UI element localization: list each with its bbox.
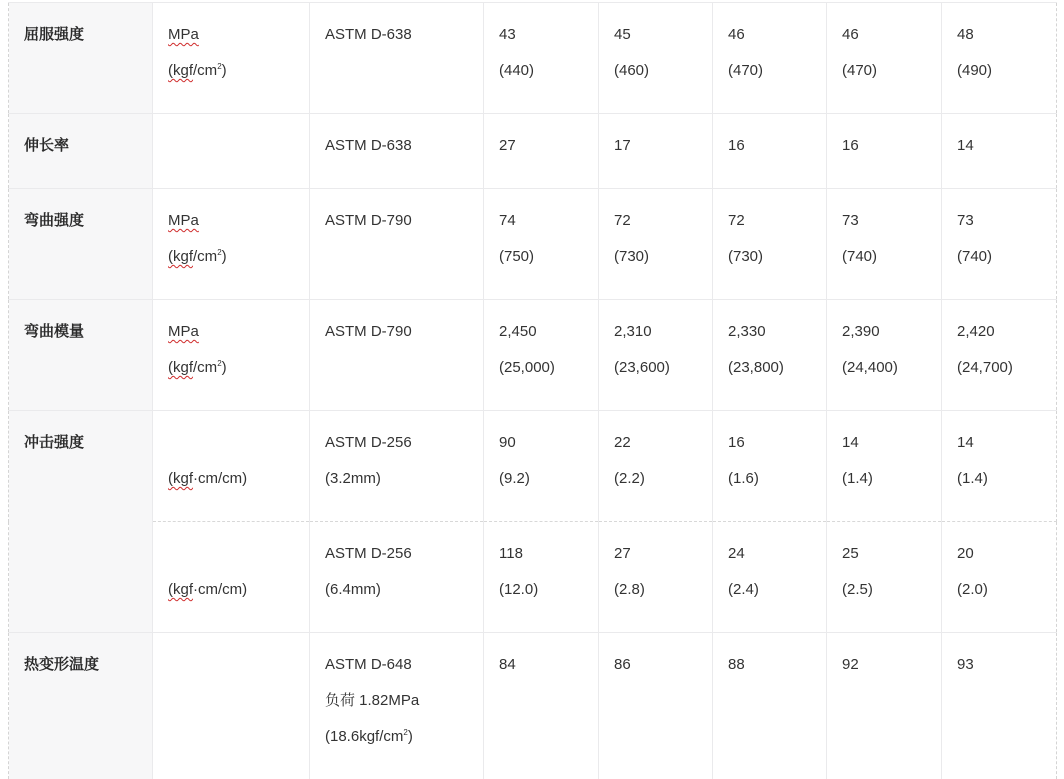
text-segment: (490) bbox=[957, 62, 993, 79]
cell-line bbox=[728, 17, 814, 53]
text-segment: 72 bbox=[728, 212, 745, 229]
text-segment: 22 bbox=[614, 434, 631, 451]
value-cell bbox=[599, 300, 713, 411]
cell-line bbox=[325, 683, 471, 719]
cell-line bbox=[957, 314, 1044, 350]
text-segment: (6.4mm) bbox=[325, 581, 381, 598]
superscript: 2 bbox=[403, 728, 408, 737]
cell-line bbox=[499, 128, 586, 164]
property-cell bbox=[9, 411, 153, 633]
cell-line bbox=[614, 536, 700, 572]
cell-line bbox=[957, 425, 1044, 461]
cell-line bbox=[728, 53, 814, 89]
text-segment: /cm bbox=[193, 248, 218, 265]
text-segment: 20 bbox=[957, 545, 974, 562]
text-segment: (3.2mm) bbox=[325, 470, 381, 487]
text-segment: 17 bbox=[614, 137, 631, 154]
text-segment: 屈服强度 bbox=[24, 26, 85, 43]
text-segment: 46 bbox=[728, 26, 745, 43]
text-segment: 伸长率 bbox=[24, 137, 70, 154]
cell-line bbox=[499, 572, 586, 608]
value-cell bbox=[827, 114, 942, 189]
text-segment: (1.4) bbox=[842, 470, 873, 487]
text-segment: ASTM D-256 bbox=[325, 434, 412, 451]
test-method-cell bbox=[310, 3, 484, 114]
text-segment: 24 bbox=[728, 545, 745, 562]
text-segment: (23,600) bbox=[614, 359, 670, 376]
test-method-cell bbox=[310, 633, 484, 779]
text-segment: 16 bbox=[842, 137, 859, 154]
cell-line bbox=[24, 128, 140, 164]
value-cell bbox=[484, 114, 599, 189]
text-segment: 86 bbox=[614, 656, 631, 673]
cell-line bbox=[499, 461, 586, 497]
value-cell bbox=[827, 300, 942, 411]
text-segment: 弯曲模量 bbox=[24, 323, 85, 340]
text-segment: /cm bbox=[193, 359, 218, 376]
cell-line bbox=[499, 536, 586, 572]
text-segment: 弯曲强度 bbox=[24, 212, 85, 229]
cell-line bbox=[24, 647, 140, 683]
cell-line bbox=[842, 239, 929, 275]
text-segment: 74 bbox=[499, 212, 516, 229]
cell-line bbox=[728, 536, 814, 572]
spellcheck-underlined-text: (kgf bbox=[168, 470, 194, 487]
cell-line bbox=[325, 719, 471, 755]
cell-line bbox=[499, 350, 586, 386]
cell-line bbox=[728, 239, 814, 275]
value-cell bbox=[827, 411, 942, 522]
text-segment: ) bbox=[221, 359, 227, 376]
cell-line bbox=[325, 314, 471, 350]
property-cell bbox=[9, 633, 153, 779]
text-segment: ASTM D-790 bbox=[325, 323, 412, 340]
value-cell bbox=[827, 3, 942, 114]
text-segment: (460) bbox=[614, 62, 650, 79]
value-cell bbox=[942, 633, 1057, 779]
value-cell bbox=[942, 114, 1057, 189]
text-segment: 25 bbox=[842, 545, 859, 562]
text-segment: ) bbox=[221, 62, 227, 79]
text-segment: (23,800) bbox=[728, 359, 784, 376]
cell-line bbox=[24, 314, 140, 350]
unit-cell bbox=[153, 300, 310, 411]
text-segment: ASTM D-638 bbox=[325, 26, 412, 43]
text-segment: ·cm/cm) bbox=[193, 470, 248, 487]
cell-line bbox=[842, 461, 929, 497]
superscript: 2 bbox=[217, 62, 222, 71]
cell-line bbox=[614, 314, 700, 350]
cell-line bbox=[168, 647, 297, 683]
unit-cell bbox=[153, 633, 310, 779]
cell-line bbox=[325, 128, 471, 164]
text-segment: ASTM D-638 bbox=[325, 137, 412, 154]
text-segment: 27 bbox=[614, 545, 631, 562]
text-segment: (25,000) bbox=[499, 359, 555, 376]
cell-line bbox=[957, 17, 1044, 53]
value-cell bbox=[599, 189, 713, 300]
cell-line bbox=[168, 239, 297, 275]
value-cell bbox=[484, 411, 599, 522]
cell-line bbox=[325, 203, 471, 239]
table-row bbox=[9, 411, 1057, 522]
text-segment: 48 bbox=[957, 26, 974, 43]
cell-line bbox=[957, 239, 1044, 275]
cell-line bbox=[24, 425, 140, 461]
cell-line bbox=[957, 572, 1044, 608]
cell-line bbox=[168, 203, 297, 239]
unit-cell bbox=[153, 522, 310, 633]
spellcheck-underlined-text: (kgf bbox=[168, 62, 194, 79]
table-row bbox=[9, 3, 1057, 114]
text-segment: (740) bbox=[842, 248, 878, 265]
unit-cell bbox=[153, 411, 310, 522]
text-segment: (470) bbox=[842, 62, 878, 79]
value-cell bbox=[599, 411, 713, 522]
cell-line bbox=[728, 314, 814, 350]
value-cell bbox=[484, 189, 599, 300]
value-cell bbox=[827, 189, 942, 300]
text-segment: 2,420 bbox=[957, 323, 995, 340]
spellcheck-underlined-text: MPa bbox=[168, 26, 199, 43]
spellcheck-underlined-text: (kgf bbox=[168, 581, 194, 598]
value-cell bbox=[599, 633, 713, 779]
cell-line bbox=[728, 647, 814, 683]
value-cell bbox=[942, 189, 1057, 300]
text-segment: 14 bbox=[957, 434, 974, 451]
spellcheck-underlined-text: (kgf bbox=[168, 359, 194, 376]
cell-line bbox=[728, 128, 814, 164]
unit-cell bbox=[153, 189, 310, 300]
cell-line bbox=[728, 461, 814, 497]
cell-line bbox=[499, 53, 586, 89]
text-segment: 88 bbox=[728, 656, 745, 673]
cell-line bbox=[325, 17, 471, 53]
text-segment: 负荷 1.82MPa bbox=[325, 692, 420, 709]
text-segment: ) bbox=[407, 728, 413, 745]
value-cell bbox=[484, 3, 599, 114]
text-segment: 46 bbox=[842, 26, 859, 43]
cell-line bbox=[728, 350, 814, 386]
cell-line bbox=[842, 572, 929, 608]
text-segment: ) bbox=[221, 248, 227, 265]
table-row bbox=[9, 189, 1057, 300]
text-segment: (2.8) bbox=[614, 581, 645, 598]
cell-line bbox=[842, 53, 929, 89]
test-method-cell bbox=[310, 411, 484, 522]
text-segment: ·cm/cm) bbox=[193, 581, 248, 598]
cell-line bbox=[614, 350, 700, 386]
value-cell bbox=[599, 522, 713, 633]
cell-line bbox=[614, 128, 700, 164]
cell-line bbox=[957, 536, 1044, 572]
cell-line bbox=[168, 572, 297, 608]
value-cell bbox=[713, 411, 827, 522]
unit-cell bbox=[153, 114, 310, 189]
text-segment: 73 bbox=[842, 212, 859, 229]
cell-line bbox=[842, 128, 929, 164]
cell-line bbox=[614, 17, 700, 53]
text-segment: (24,700) bbox=[957, 359, 1013, 376]
text-segment: (2.4) bbox=[728, 581, 759, 598]
cell-line bbox=[842, 536, 929, 572]
cell-line bbox=[168, 425, 297, 461]
text-segment: ASTM D-648 bbox=[325, 656, 412, 673]
cell-line bbox=[499, 647, 586, 683]
text-segment: ASTM D-790 bbox=[325, 212, 412, 229]
spellcheck-underlined-text: MPa bbox=[168, 212, 199, 229]
unit-cell bbox=[153, 3, 310, 114]
text-segment: (470) bbox=[728, 62, 764, 79]
cell-line bbox=[614, 239, 700, 275]
cell-line bbox=[957, 461, 1044, 497]
value-cell bbox=[827, 633, 942, 779]
text-segment: (730) bbox=[614, 248, 650, 265]
cell-line bbox=[728, 572, 814, 608]
material-properties-table bbox=[8, 2, 1057, 779]
cell-line bbox=[842, 425, 929, 461]
cell-line bbox=[168, 536, 297, 572]
text-segment: 2,450 bbox=[499, 323, 537, 340]
cell-line bbox=[957, 647, 1044, 683]
value-cell bbox=[599, 114, 713, 189]
text-segment: 90 bbox=[499, 434, 516, 451]
table-row bbox=[9, 522, 1057, 633]
cell-line bbox=[325, 425, 471, 461]
cell-line bbox=[325, 647, 471, 683]
value-cell bbox=[942, 300, 1057, 411]
text-segment: 43 bbox=[499, 26, 516, 43]
cell-line bbox=[24, 17, 140, 53]
value-cell bbox=[713, 300, 827, 411]
cell-line bbox=[499, 203, 586, 239]
cell-line bbox=[842, 647, 929, 683]
text-segment: 热变形温度 bbox=[24, 656, 100, 673]
text-segment: (750) bbox=[499, 248, 535, 265]
cell-line bbox=[499, 314, 586, 350]
cell-line bbox=[325, 572, 471, 608]
text-segment: 27 bbox=[499, 137, 516, 154]
text-segment: (2.5) bbox=[842, 581, 873, 598]
text-segment: 2,310 bbox=[614, 323, 652, 340]
text-segment: (18.6kgf/cm bbox=[325, 728, 404, 745]
cell-line bbox=[325, 461, 471, 497]
text-segment: (440) bbox=[499, 62, 535, 79]
value-cell bbox=[713, 522, 827, 633]
value-cell bbox=[484, 300, 599, 411]
value-cell bbox=[484, 522, 599, 633]
value-cell bbox=[713, 3, 827, 114]
text-segment: (2.0) bbox=[957, 581, 988, 598]
text-segment: ASTM D-256 bbox=[325, 545, 412, 562]
text-segment: 冲击强度 bbox=[24, 434, 85, 451]
text-segment: 84 bbox=[499, 656, 516, 673]
spellcheck-underlined-text: MPa bbox=[168, 323, 199, 340]
text-segment: (2.2) bbox=[614, 470, 645, 487]
text-segment: 93 bbox=[957, 656, 974, 673]
cell-line bbox=[842, 350, 929, 386]
cell-line bbox=[614, 572, 700, 608]
value-cell bbox=[942, 522, 1057, 633]
text-segment: 118 bbox=[499, 545, 523, 562]
cell-line bbox=[614, 461, 700, 497]
text-segment: 16 bbox=[728, 137, 745, 154]
cell-line bbox=[325, 536, 471, 572]
value-cell bbox=[599, 3, 713, 114]
spellcheck-underlined-text: (kgf bbox=[168, 248, 194, 265]
cell-line bbox=[168, 461, 297, 497]
cell-line bbox=[499, 425, 586, 461]
superscript: 2 bbox=[217, 359, 222, 368]
cell-line bbox=[728, 203, 814, 239]
cell-line bbox=[614, 647, 700, 683]
cell-line bbox=[168, 350, 297, 386]
value-cell bbox=[713, 633, 827, 779]
value-cell bbox=[713, 189, 827, 300]
table-row bbox=[9, 633, 1057, 779]
text-segment: (740) bbox=[957, 248, 993, 265]
text-segment: (730) bbox=[728, 248, 764, 265]
value-cell bbox=[713, 114, 827, 189]
text-segment: /cm bbox=[193, 62, 218, 79]
property-cell bbox=[9, 189, 153, 300]
cell-line bbox=[842, 314, 929, 350]
test-method-cell bbox=[310, 300, 484, 411]
table-row bbox=[9, 114, 1057, 189]
cell-line bbox=[614, 425, 700, 461]
value-cell bbox=[484, 633, 599, 779]
text-segment: (24,400) bbox=[842, 359, 898, 376]
text-segment: (1.6) bbox=[728, 470, 759, 487]
test-method-cell bbox=[310, 522, 484, 633]
cell-line bbox=[24, 203, 140, 239]
text-segment: 2,390 bbox=[842, 323, 880, 340]
cell-line bbox=[168, 53, 297, 89]
table-row bbox=[9, 300, 1057, 411]
test-method-cell bbox=[310, 189, 484, 300]
value-cell bbox=[942, 411, 1057, 522]
cell-line bbox=[499, 239, 586, 275]
superscript: 2 bbox=[217, 248, 222, 257]
cell-line bbox=[842, 203, 929, 239]
cell-line bbox=[728, 425, 814, 461]
test-method-cell bbox=[310, 114, 484, 189]
property-cell bbox=[9, 3, 153, 114]
text-segment: 2,330 bbox=[728, 323, 766, 340]
property-cell bbox=[9, 114, 153, 189]
text-segment: 73 bbox=[957, 212, 974, 229]
value-cell bbox=[942, 3, 1057, 114]
cell-line bbox=[614, 53, 700, 89]
text-segment: 45 bbox=[614, 26, 631, 43]
text-segment: 72 bbox=[614, 212, 631, 229]
text-segment: 14 bbox=[957, 137, 974, 154]
text-segment: 16 bbox=[728, 434, 745, 451]
cell-line bbox=[168, 314, 297, 350]
cell-line bbox=[168, 17, 297, 53]
value-cell bbox=[827, 522, 942, 633]
cell-line bbox=[957, 53, 1044, 89]
cell-line bbox=[168, 128, 297, 164]
text-segment: (1.4) bbox=[957, 470, 988, 487]
cell-line bbox=[842, 17, 929, 53]
cell-line bbox=[614, 203, 700, 239]
cell-line bbox=[957, 350, 1044, 386]
cell-line bbox=[499, 17, 586, 53]
text-segment: (12.0) bbox=[499, 581, 539, 598]
cell-line bbox=[957, 203, 1044, 239]
text-segment: 14 bbox=[842, 434, 859, 451]
cell-line bbox=[957, 128, 1044, 164]
text-segment: 92 bbox=[842, 656, 859, 673]
property-cell bbox=[9, 300, 153, 411]
text-segment: (9.2) bbox=[499, 470, 530, 487]
